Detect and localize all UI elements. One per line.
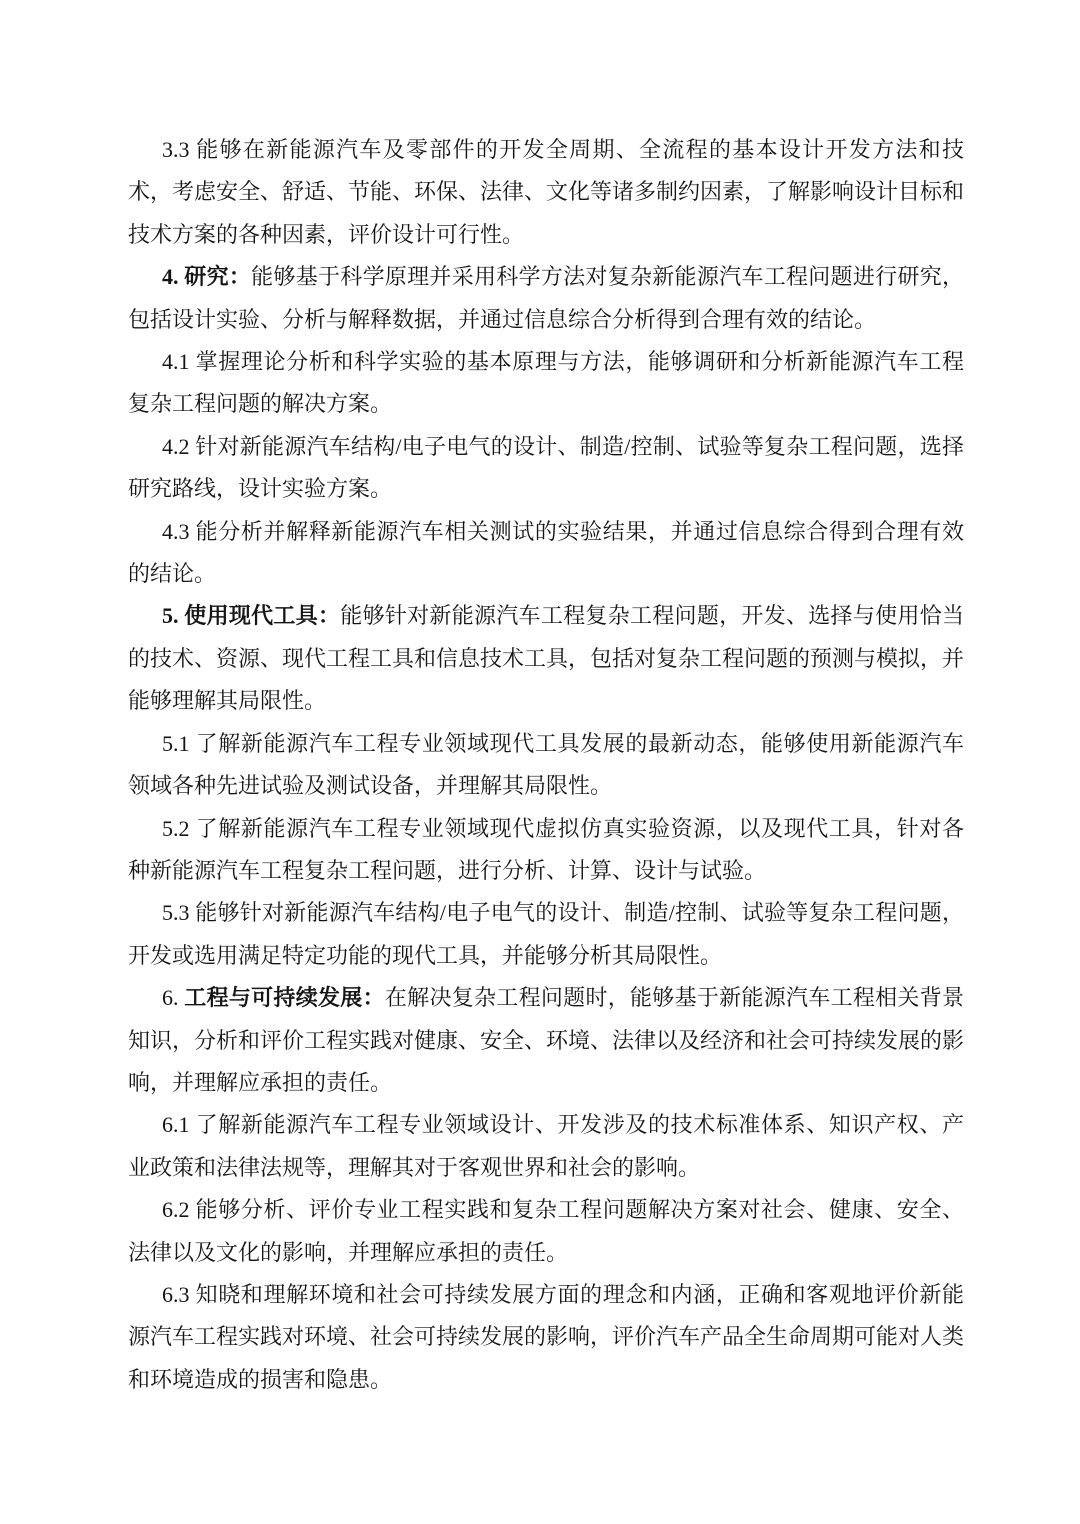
section-heading-modern-tools: 5. 使用现代工具： — [162, 603, 341, 629]
paragraph-text: 能够针对新能源汽车工程复杂工程问题，开发、选择与使用恰当的技术、资源、现代工程工具和信息技术工具，包括对复杂工程问题的预测与模拟，并能够理解其局限性。 — [128, 603, 965, 714]
section-heading-research: 4. 研究： — [162, 264, 252, 290]
paragraph-text: 4.3 能分析并解释新能源汽车相关测试的实验结果，并通过信息综合得到合理有效的结论。 — [128, 518, 964, 587]
paragraph-6-intro — [128, 977, 964, 1104]
paragraph-5-1 — [128, 723, 964, 808]
paragraph-prefix: 6. — [162, 985, 185, 1011]
paragraph-text: 5.1 了解新能源汽车工程专业领域现代工具发展的最新动态，能够使用新能源汽车领域各种先进试验及测试设备，并理解其局限性。 — [128, 730, 964, 799]
paragraph-text: 4.2 针对新能源汽车结构/电子电气的设计、制造/控制、试验等复杂工程问题，选择研究路线，设计实验方案。 — [128, 433, 964, 502]
paragraph-text: 能够基于科学原理并采用科学方法对复杂新能源汽车工程问题进行研究，包括设计实验、分析与解释数据，并通过信息综合分析得到合理有效的结论。 — [128, 264, 964, 332]
paragraph-6-1 — [128, 1104, 964, 1189]
paragraph-text: 5.2 了解新能源汽车工程专业领域现代虚拟仿真实验资源，以及现代工具，针对各种新能源汽车工程复杂工程问题，进行分析、计算、设计与试验。 — [128, 815, 964, 883]
paragraph-text: 5.3 能够针对新能源汽车结构/电子电气的设计、制造/控制、试验等复杂工程问题，开发或选用满足特定功能的现代工具，并能够分析其局限性。 — [128, 900, 964, 968]
paragraph-text: 6.3 知晓和理解环境和社会可持续发展方面的理念和内涵，正确和客观地评价新能源汽车工程实践对环境、社会可持续发展的影响，评价汽车产品全生命周期可能对人类和环境造成的损害和隐患。 — [128, 1281, 965, 1392]
paragraph-5-3 — [128, 892, 964, 977]
paragraph-6-3 — [128, 1274, 964, 1401]
paragraph-text: 4.1 掌握理论分析和科学实验的基本原理与方法，能够调研和分析新能源汽车工程复杂工程问题的解决方案。 — [128, 349, 964, 417]
paragraph-4-1 — [128, 341, 964, 426]
paragraph-4-2 — [128, 426, 964, 511]
paragraph-4-intro — [128, 256, 964, 341]
paragraph-3-3 — [128, 129, 964, 256]
paragraph-5-2 — [128, 808, 964, 893]
paragraph-text: 在解决复杂工程问题时，能够基于新能源汽车工程相关背景知识，分析和评价工程实践对健康、安全、环境、法律以及经济和社会可持续发展的影响，并理解应承担的责任。 — [128, 985, 965, 1095]
paragraph-5-intro — [128, 595, 964, 722]
paragraph-6-2 — [128, 1189, 964, 1274]
document-body — [128, 129, 964, 1401]
paragraph-text: 3.3 能够在新能源汽车及零部件的开发全周期、全流程的基本设计开发方法和技术，考虑安全、舒适、节能、环保、法律、文化等诸多制约因素，了解影响设计目标和技术方案的各种因素，评价设计可行性。 — [128, 137, 965, 247]
paragraph-4-3 — [128, 511, 964, 596]
paragraph-text: 6.1 了解新能源汽车工程专业领域设计、开发涉及的技术标准体系、知识产权、产业政策和法律法规等，理解其对于客观世界和社会的影响。 — [128, 1112, 964, 1180]
paragraph-text: 6.2 能够分析、评价专业工程实践和复杂工程问题解决方案对社会、健康、安全、法律以及文化的影响，并理解应承担的责任。 — [128, 1197, 964, 1265]
section-heading-sustainable-development: 工程与可持续发展： — [184, 985, 385, 1011]
